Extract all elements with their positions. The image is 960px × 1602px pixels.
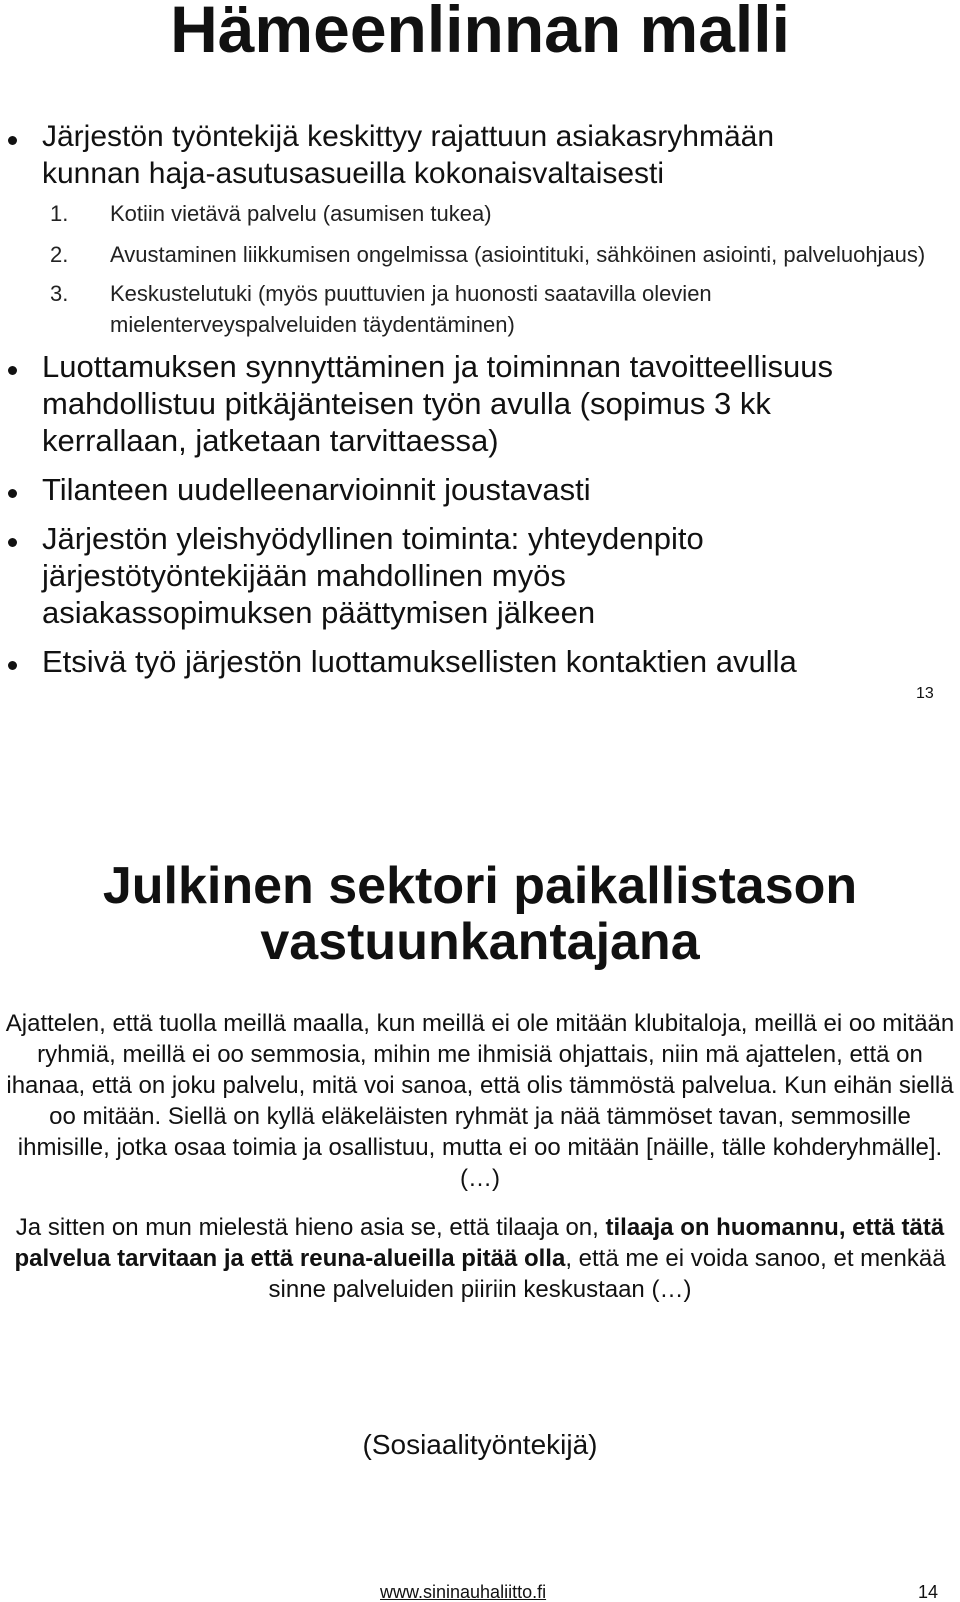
quote-paragraph: Ja sitten on mun mielestä hieno asia se, että tilaaja on, tilaaja on huomannu, että tätä palvelua tarvitaan ja että reuna-alueilla pitää olla, että me ei voida sanoo, et menkää sinne palveluiden piiriin keskustaan (…) <box>14 1214 946 1303</box>
sublist-item: 1. Kotiin vietävä palvelu (asumisen tukea) <box>50 201 492 226</box>
bullet-dot-icon <box>8 366 17 375</box>
numbered-sublist <box>42 198 960 340</box>
bullet-list <box>0 118 960 680</box>
quote-paragraph: Ajattelen, että tuolla meillä maalla, kun meillä ei ole mitään klubitaloja, meillä ei oo mitään ryhmiä, meillä ei oo semmosia, mihin me ihmisiä ohjattais, niin mä ajattelen, että on ihanaa, että on joku palvelu, mitä voi sanoa, että olis tämmöstä palvelua. Kun eihän siellä oo mitään. Siellä on kyllä eläkeläisten ryhmät ja nää tämmöset tavan, semmosille ihmisille, jotka osaa toimia ja osallistuu, mutta ei oo mitään [näille, tälle kohderyhmälle]. (…) <box>5 1010 955 1192</box>
sublist-item: 3. Keskustelutuki (myös puuttuvien ja huonosti saatavilla olevien mielenterveyspalveluiden täydentäminen) <box>50 281 712 337</box>
page-number: 13 <box>916 685 934 702</box>
sublist-item: 2. Avustaminen liikkumisen ongelmissa (asiointituki, sähköinen asiointi, palveluohjaus) <box>50 242 926 267</box>
bullet-text: Tilanteen uudelleenarvioinnit joustavasti <box>42 472 591 507</box>
slide-hameenlinna <box>0 0 960 800</box>
bullet-dot-icon <box>8 136 17 145</box>
bullet-item <box>0 520 960 631</box>
bullet-item <box>0 471 960 508</box>
slide-julkinen-sektori <box>0 800 960 1600</box>
bullet-item <box>0 118 960 340</box>
bullet-dot-icon <box>8 489 17 498</box>
footer-link[interactable]: www.sininauhaliitto.fi <box>380 1582 547 1602</box>
quote-source: (Sosiaalityöntekijä) <box>362 1429 598 1460</box>
quote-emphasis: tilaaja on huomannu, että tätä palvelua tarvitaan ja että reuna-alueilla pitää olla <box>14 1214 945 1272</box>
bullet-text: Järjestön työntekijä keskittyy rajattuun asiakasryhmään kunnan haja-asutusasueilla kokonaisvaltaisesti <box>42 120 775 190</box>
interview-quote <box>0 1008 960 1305</box>
bullet-dot-icon <box>8 538 17 547</box>
bullet-dot-icon <box>8 661 17 670</box>
bullet-item <box>0 643 960 680</box>
page-number: 14 <box>918 1582 939 1602</box>
bullet-text: Etsivä työ järjestön luottamuksellisten kontaktien avulla <box>42 644 797 679</box>
slide-title: Hämeenlinnan malli <box>170 0 790 66</box>
bullet-text: Järjestön yleishyödyllinen toiminta: yhteydenpito järjestötyöntekijään mahdollinen myös asiakassopimuksen päättymisen jälkeen <box>42 521 704 630</box>
bullet-text: Luottamuksen synnyttäminen ja toiminnan tavoitteellisuus mahdollistuu pitkäjänteisen työn avulla (sopimus 3 kk kerrallaan, jatketaan tarvittaessa) <box>42 349 833 458</box>
slide-title: Julkinen sektori paikallistason vastuunkantajana <box>102 857 858 971</box>
bullet-item <box>0 348 960 459</box>
